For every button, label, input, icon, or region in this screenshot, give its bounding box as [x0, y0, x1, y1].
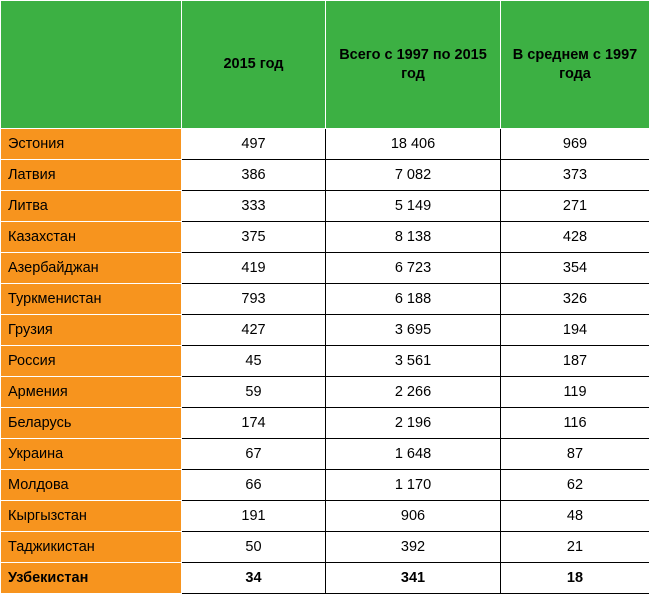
row-label: Эстония — [1, 129, 182, 160]
row-label: Грузия — [1, 315, 182, 346]
row-label: Кыргызстан — [1, 501, 182, 532]
column-header-total-1997-2015: Всего с 1997 по 2015 год — [326, 1, 501, 129]
cell-value: 373 — [501, 160, 649, 191]
cell-value: 428 — [501, 222, 649, 253]
cell-value: 48 — [501, 501, 649, 532]
cell-value: 2 196 — [326, 408, 501, 439]
row-label: Казахстан — [1, 222, 182, 253]
cell-value: 194 — [501, 315, 649, 346]
cell-value: 187 — [501, 346, 649, 377]
cell-value: 18 — [501, 563, 649, 594]
cell-value: 3 695 — [326, 315, 501, 346]
cell-value: 375 — [182, 222, 326, 253]
cell-value: 392 — [326, 532, 501, 563]
row-label: Латвия — [1, 160, 182, 191]
cell-value: 8 138 — [326, 222, 501, 253]
cell-value: 1 170 — [326, 470, 501, 501]
cell-value: 87 — [501, 439, 649, 470]
row-label: Украина — [1, 439, 182, 470]
cell-value: 50 — [182, 532, 326, 563]
cell-value: 6 188 — [326, 284, 501, 315]
cell-value: 62 — [501, 470, 649, 501]
table-row — [1, 315, 649, 346]
table-header — [1, 1, 649, 129]
row-label: Узбекистан — [1, 563, 182, 594]
cell-value: 793 — [182, 284, 326, 315]
table-row — [1, 253, 649, 284]
table-row — [1, 284, 649, 315]
cell-value: 333 — [182, 191, 326, 222]
row-label: Россия — [1, 346, 182, 377]
column-header-average-since-1997: В среднем с 1997 года — [501, 1, 649, 129]
cell-value: 116 — [501, 408, 649, 439]
table-row — [1, 191, 649, 222]
cell-value: 497 — [182, 129, 326, 160]
cell-value: 7 082 — [326, 160, 501, 191]
cell-value: 427 — [182, 315, 326, 346]
cell-value: 3 561 — [326, 346, 501, 377]
table-row — [1, 532, 649, 563]
cell-value: 21 — [501, 532, 649, 563]
table-row — [1, 470, 649, 501]
cell-value: 341 — [326, 563, 501, 594]
table-row — [1, 160, 649, 191]
cell-value: 59 — [182, 377, 326, 408]
cell-value: 969 — [501, 129, 649, 160]
cell-value: 271 — [501, 191, 649, 222]
cell-value: 354 — [501, 253, 649, 284]
row-label: Литва — [1, 191, 182, 222]
row-label: Туркменистан — [1, 284, 182, 315]
table-corner-cell — [1, 1, 182, 129]
cell-value: 66 — [182, 470, 326, 501]
table-row — [1, 501, 649, 532]
table-row — [1, 377, 649, 408]
row-label: Азербайджан — [1, 253, 182, 284]
cell-value: 1 648 — [326, 439, 501, 470]
table-row-highlighted — [1, 563, 649, 594]
table-row — [1, 439, 649, 470]
cell-value: 45 — [182, 346, 326, 377]
table-row — [1, 129, 649, 160]
cell-value: 2 266 — [326, 377, 501, 408]
cell-value: 67 — [182, 439, 326, 470]
cell-value: 326 — [501, 284, 649, 315]
row-label: Беларусь — [1, 408, 182, 439]
row-label: Армения — [1, 377, 182, 408]
cell-value: 174 — [182, 408, 326, 439]
cell-value: 5 149 — [326, 191, 501, 222]
row-label: Таджикистан — [1, 532, 182, 563]
cell-value: 6 723 — [326, 253, 501, 284]
cell-value: 906 — [326, 501, 501, 532]
table-row — [1, 346, 649, 377]
cell-value: 34 — [182, 563, 326, 594]
table-row — [1, 408, 649, 439]
table-header-row — [1, 1, 649, 129]
cell-value: 419 — [182, 253, 326, 284]
table-body — [1, 129, 649, 594]
cell-value: 18 406 — [326, 129, 501, 160]
cell-value: 191 — [182, 501, 326, 532]
cell-value: 386 — [182, 160, 326, 191]
cell-value: 119 — [501, 377, 649, 408]
column-header-2015: 2015 год — [182, 1, 326, 129]
table-row — [1, 222, 649, 253]
row-label: Молдова — [1, 470, 182, 501]
